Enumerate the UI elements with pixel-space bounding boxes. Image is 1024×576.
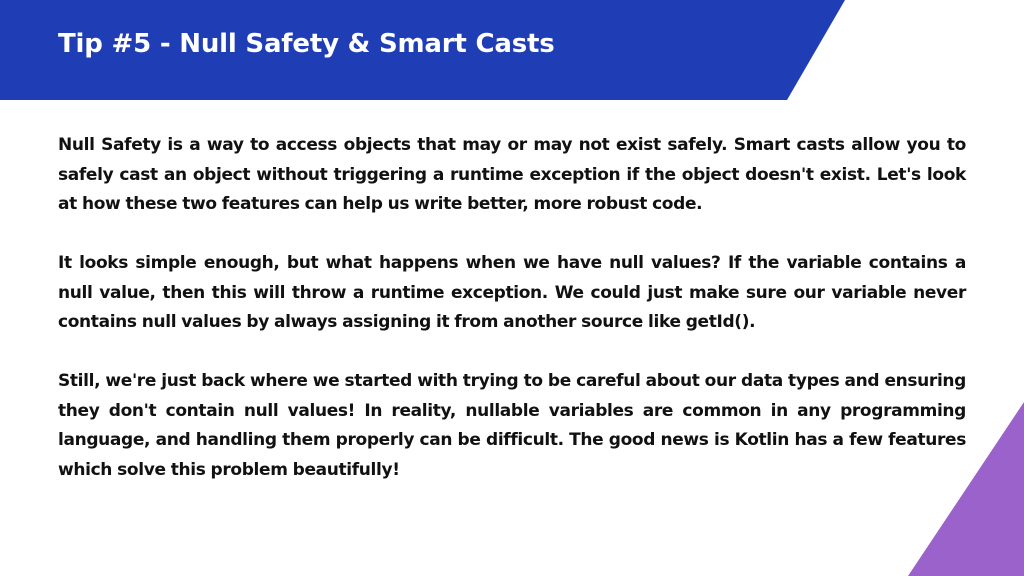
paragraph-null-values: It looks simple enough, but what happens when we have null values? If the variable contains a null value, then this will throw a runtime exception. We could just make sure our variable never contains null values by always assigning it from another source like getId().: [58, 253, 966, 332]
paragraph-intro: Null Safety is a way to access objects that may or may not exist safely. Smart casts allow you to safely cast an object without triggering a runtime exception if the object doesn't exist. Let's look at how these two features can help us write better, more robust code.: [58, 135, 966, 214]
paragraph-kotlin-features: Still, we're just back where we started with trying to be careful about our data types and ensuring they don't contain null values! In reality, nullable variables are common in any programming language, and handling them properly can be difficult. The good news is Kotlin has a few features which solve this problem beautifully!: [58, 371, 966, 480]
slide-body: [58, 131, 966, 515]
slide-title: Tip #5 - Null Safety & Smart Casts: [58, 29, 555, 59]
